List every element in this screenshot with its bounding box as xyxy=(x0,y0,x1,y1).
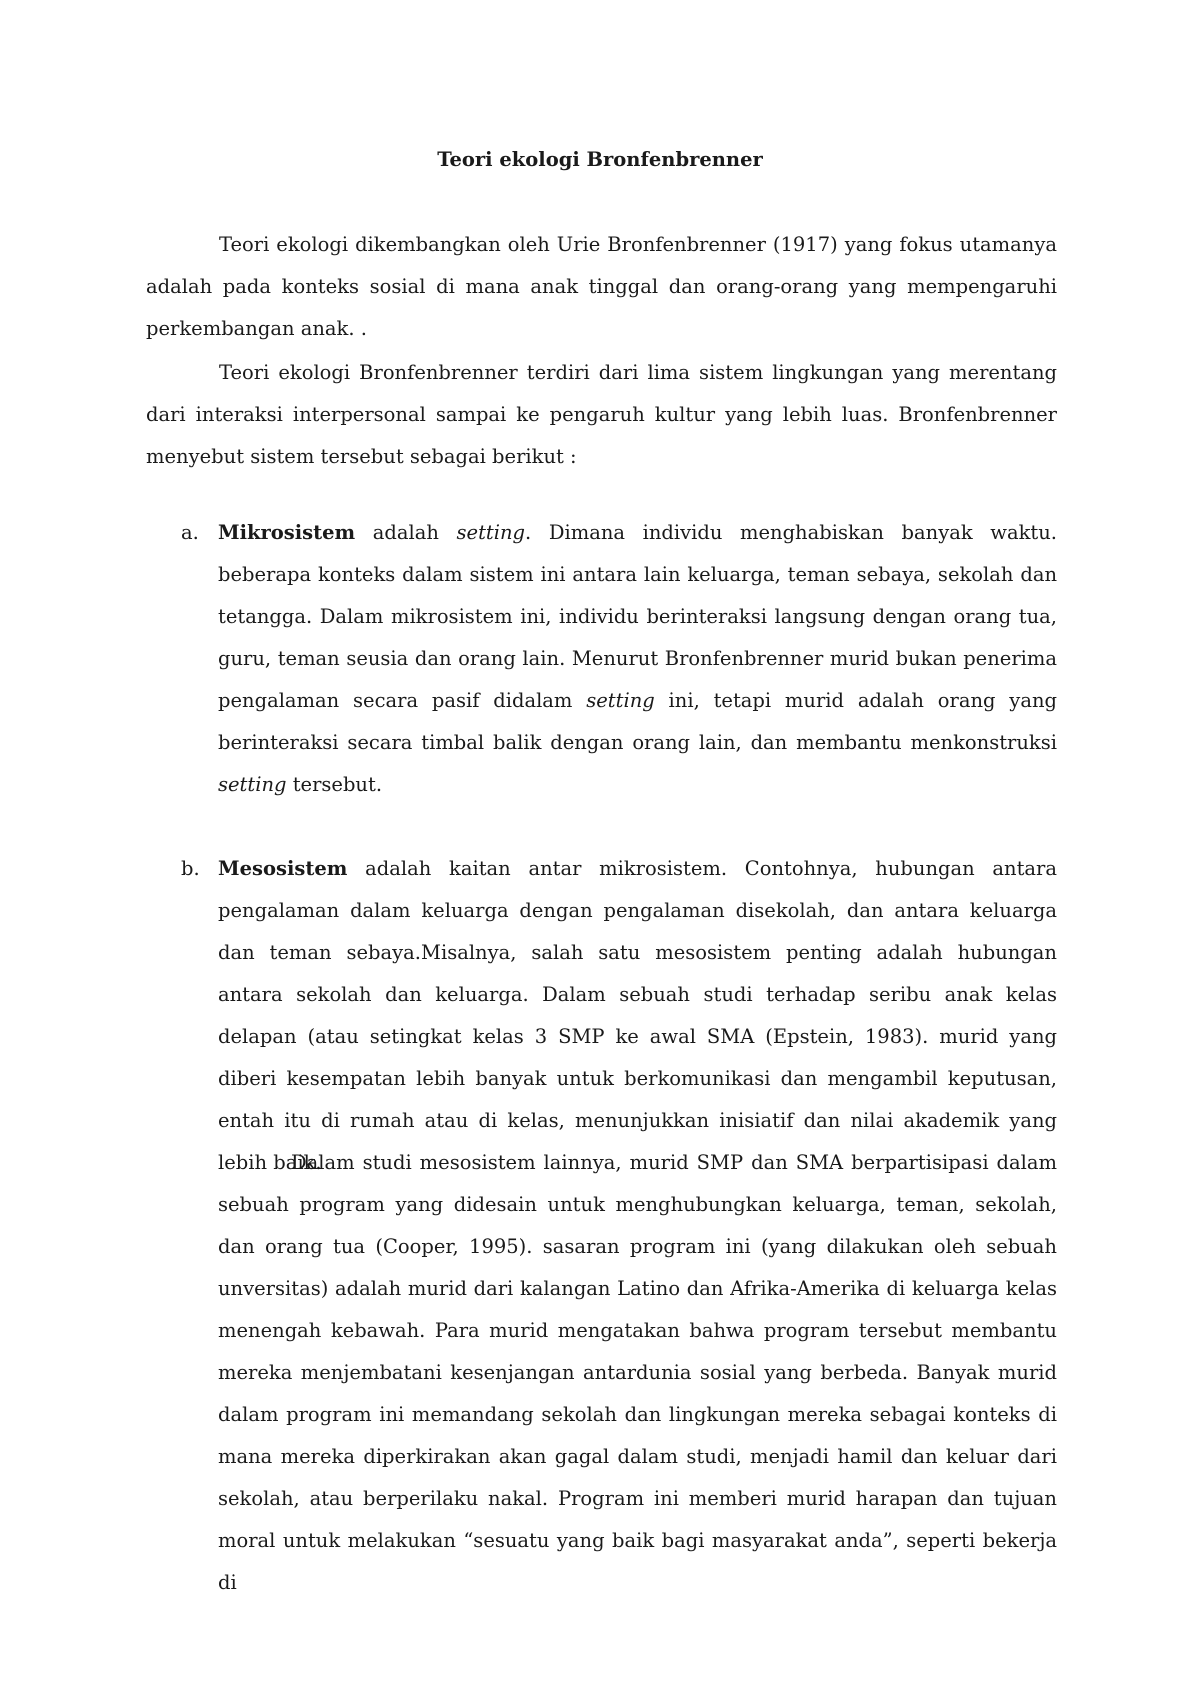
document-title: Teori ekologi Bronfenbrenner xyxy=(437,148,763,171)
text-span: ini, tetapi murid adalah orang yang berinteraksi secara timbal balik dengan orang lain, dan membantu menkonstruksi xyxy=(218,689,1057,754)
list-marker: a. xyxy=(181,521,199,544)
paragraph-mesosistem-study: Dalam studi mesosistem lainnya, murid SMP dan SMA berpartisipasi dalam sebuah program yang didesain untuk menghubungkan keluarga, teman, sekolah, dan orang tua (Cooper, 1995). sasaran program ini (yang dilakukan oleh sebuah unversitas) adalah murid dari kalangan Latino dan Afrika-Amerika di keluarga kelas menengah kebawah. Para murid mengatakan bahwa program tersebut membantu mereka menjembatani kesenjangan antardunia sosial yang berbeda. Banyak murid dalam program ini memandang sekolah dan lingkungan mereka sebagai konteks di mana mereka diperkirakan akan gagal dalam studi, menjadi hamil dan keluar dari sekolah, atau berperilaku nakal. Program ini memberi murid harapan dan tujuan moral untuk melakukan “sesuatu yang baik bagi masyarakat anda”, seperti bekerja di xyxy=(218,1151,1057,1594)
emphasis-setting: setting xyxy=(456,521,526,544)
text-span: adalah kaitan antar mikrosistem. Contohnya, hubungan antara pengalaman dalam keluarga dengan pengalaman disekolah, dan antara keluarga dan teman sebaya.Misalnya, salah satu mesosistem penting adalah hubungan antara sekolah dan keluarga. Dalam sebuah studi terhadap seribu anak kelas delapan (atau setingkat kelas 3 SMP ke awal SMA (Epstein, 1983). murid yang diberi kesempatan lebih banyak untuk berkomunikasi dan mengambil keputusan, entah itu di rumah atau di kelas, menunjukkan inisiatif dan nilai akademik yang lebih baik. xyxy=(218,857,1057,1174)
term-mikrosistem: Mikrosistem xyxy=(218,521,356,544)
text-span: . Dimana individu menghabiskan banyak waktu. beberapa konteks dalam sistem ini antara lain keluarga, teman sebaya, sekolah dan tetangga. Dalam mikrosistem ini, individu berinteraksi langsung dengan orang tua, guru, teman seusia dan orang lain. Menurut Bronfenbrenner murid bukan penerima pengalaman secara pasif didalam xyxy=(218,521,1057,712)
list-item-mikrosistem xyxy=(146,512,1057,806)
list-item-mesosistem xyxy=(146,848,1057,1184)
paragraph-intro: Teori ekologi dikembangkan oleh Urie Bronfenbrenner (1917) yang fokus utamanya adalah pada konteks sosial di mana anak tinggal dan orang-orang yang mempengaruhi perkembangan anak. . xyxy=(146,233,1057,340)
emphasis-setting: setting xyxy=(586,689,655,712)
paragraph-systems: Teori ekologi Bronfenbrenner terdiri dari lima sistem lingkungan yang merentang dari interaksi interpersonal sampai ke pengaruh kultur yang lebih luas. Bronfenbrenner menyebut sistem tersebut sebagai berikut : xyxy=(146,361,1057,468)
term-mesosistem: Mesosistem xyxy=(218,857,348,880)
emphasis-setting: setting xyxy=(218,773,287,796)
list-item-text xyxy=(218,512,1057,806)
text-span: tersebut. xyxy=(286,773,383,796)
text-span: adalah xyxy=(355,521,457,544)
list-marker: b. xyxy=(181,857,200,880)
list-item-text xyxy=(218,848,1057,1184)
